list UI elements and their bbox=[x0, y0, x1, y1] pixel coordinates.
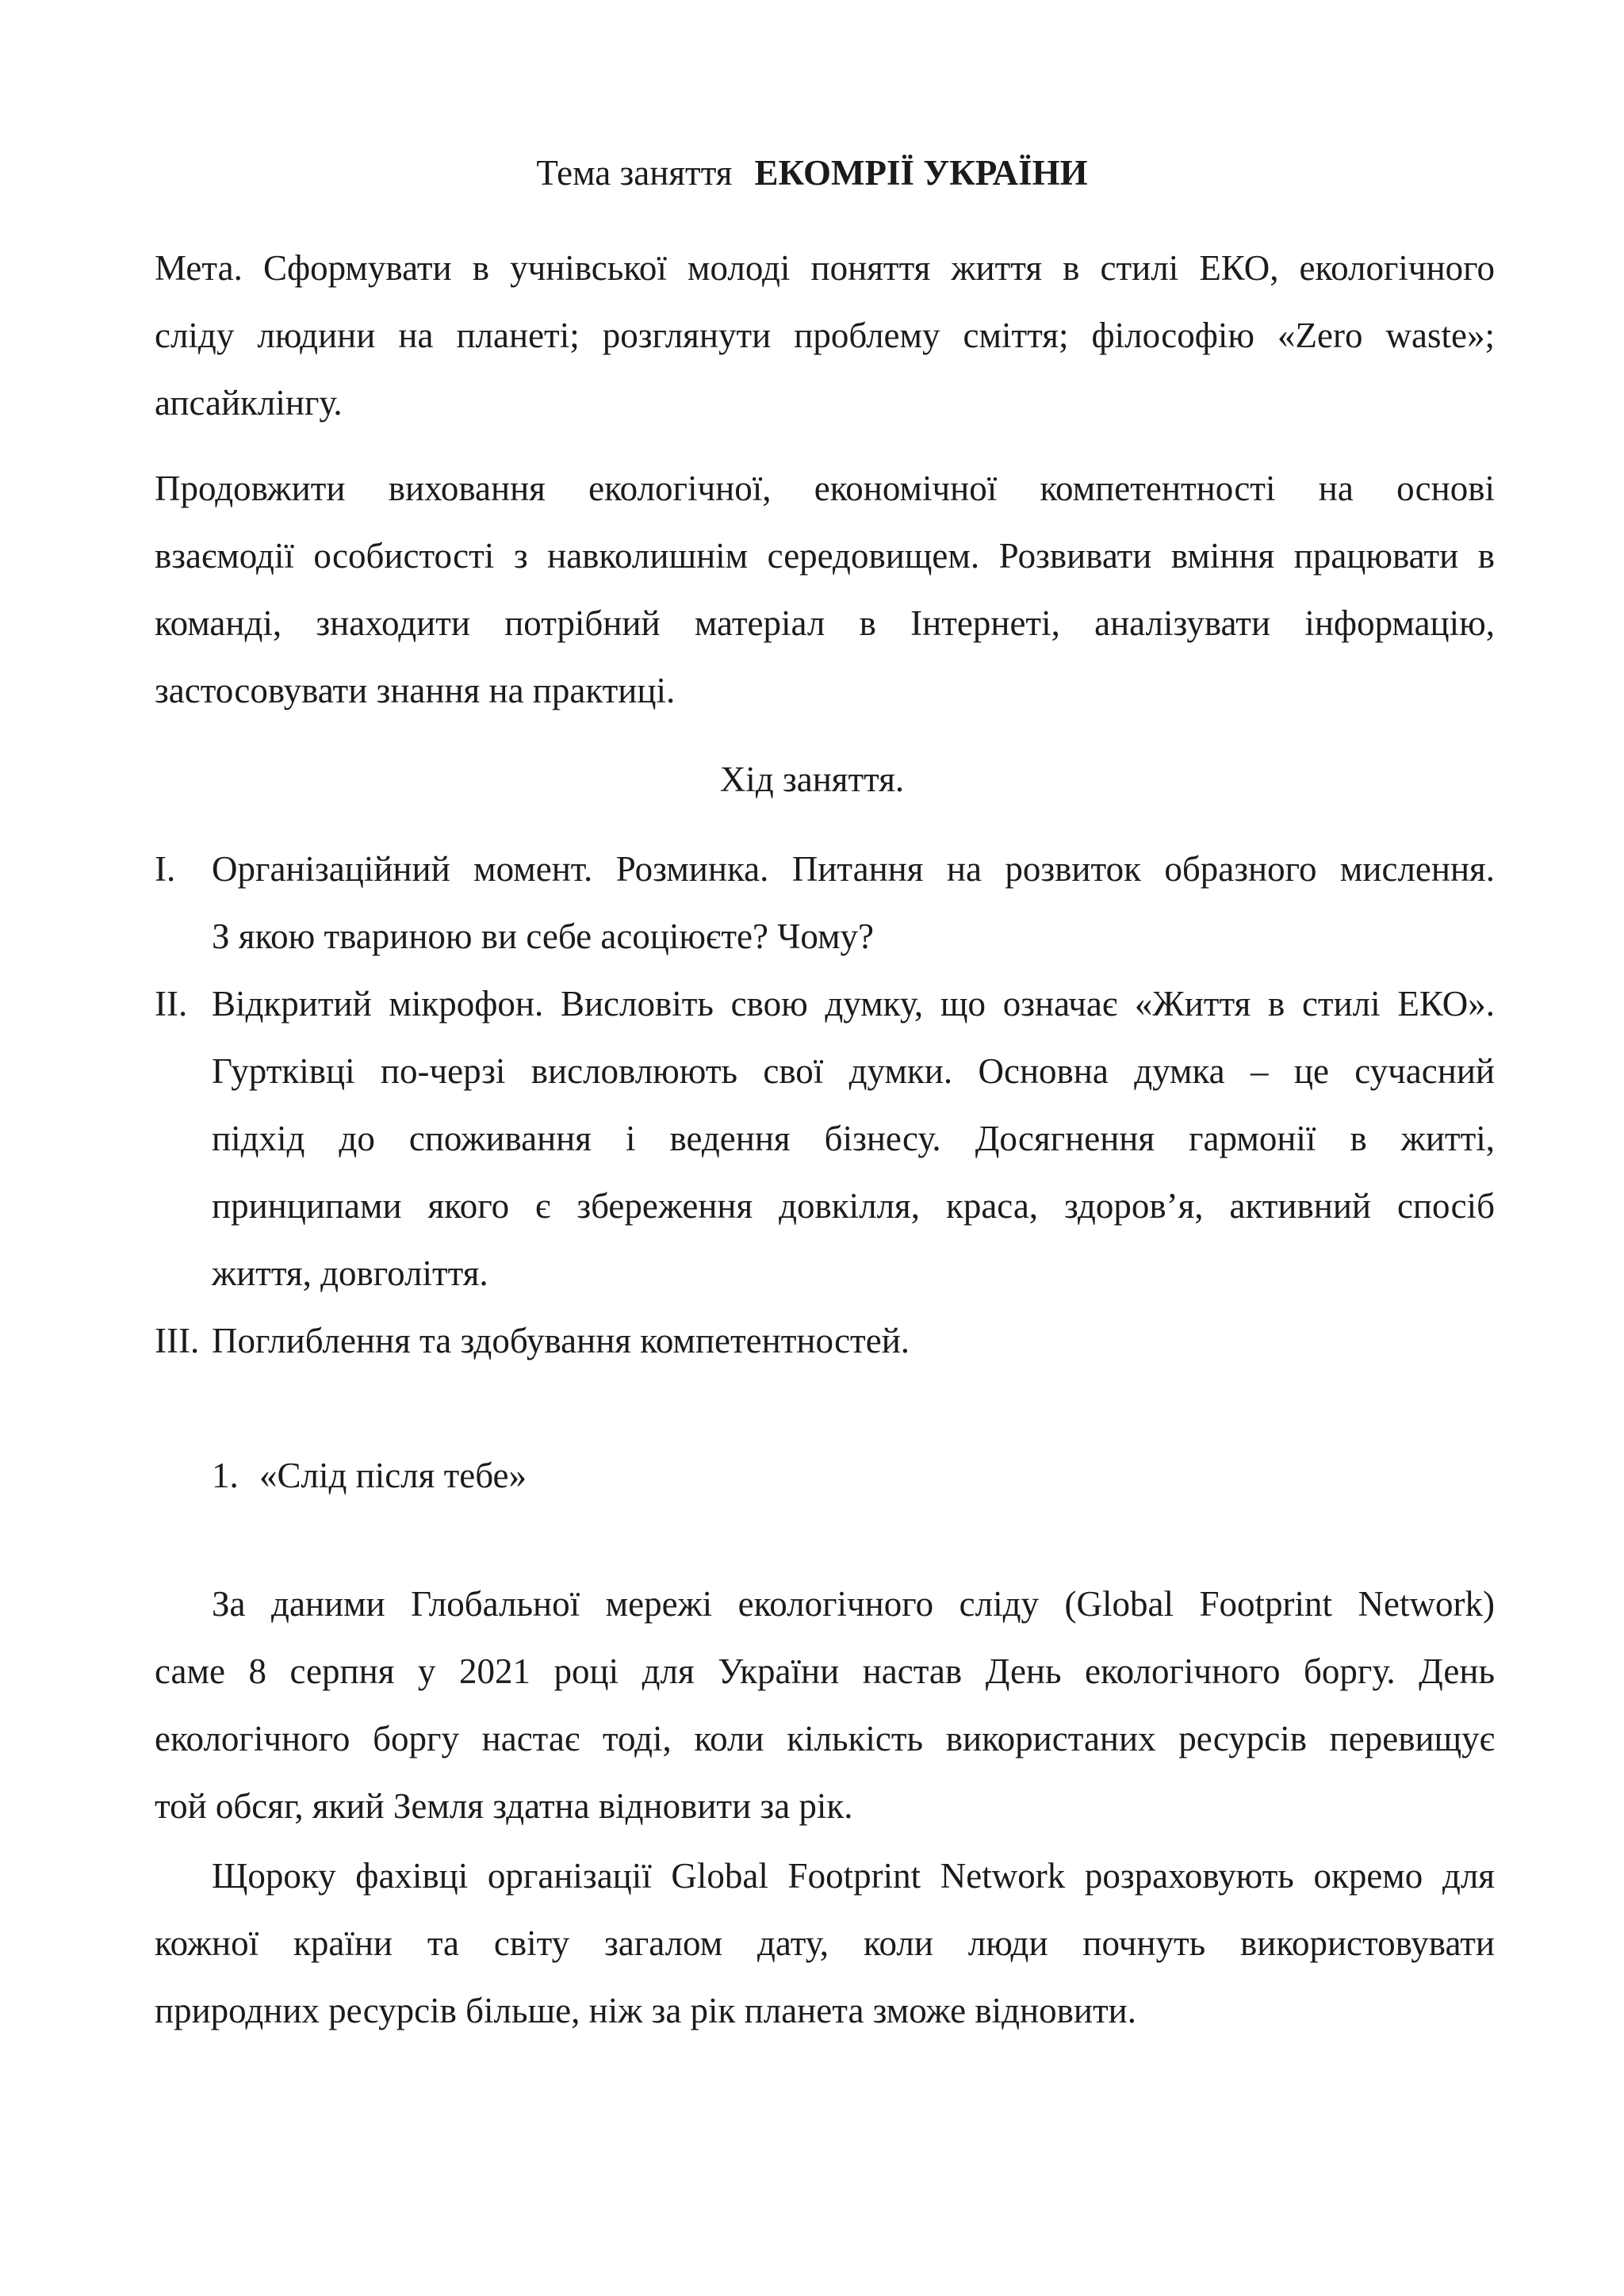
para2-line: природних ресурсів більше, ніж за рік планета зможе відновити. bbox=[155, 1991, 1136, 2030]
sub-item-number: 1. bbox=[212, 1456, 239, 1495]
stage-number: III. bbox=[155, 1321, 200, 1360]
para2-line: кожної країни та світу загалом дату, коли люди почнуть використовувати bbox=[155, 1923, 1495, 1963]
stage-line: Поглиблення та здобування компетентностей. bbox=[212, 1321, 910, 1360]
para1-line: саме 8 серпня у 2021 році для України настав День екологічного боргу. День bbox=[155, 1651, 1495, 1691]
lesson-title bbox=[0, 151, 1624, 195]
goal2-line: взаємодії особистості з навколишнім середовищем. Розвивати вміння працювати в bbox=[155, 536, 1495, 576]
goal-line: Мета. Сформувати в учнівської молоді поняття життя в стилі ЕКО, екологічного bbox=[155, 248, 1495, 288]
goal2-line: Продовжити виховання екологічної, економічної компетентності на основі bbox=[155, 469, 1495, 508]
para1-line: За даними Глобальної мережі екологічного сліду (Global Footprint Network) bbox=[212, 1584, 1495, 1624]
stage-line: підхід до споживання і ведення бізнесу. Досягнення гармонії в житті, bbox=[212, 1119, 1495, 1158]
title-main: ЕКОМРІЇ УКРАЇНИ bbox=[754, 153, 1088, 193]
course-heading: Хід заняття. bbox=[719, 760, 905, 799]
stage-line: Організаційний момент. Розминка. Питання на розвиток образного мислення. bbox=[212, 849, 1495, 889]
title-prefix: Тема заняття bbox=[536, 153, 733, 193]
sub-item-text: «Слід після тебе» bbox=[259, 1456, 527, 1495]
stage-line: принципами якого є збереження довкілля, краса, здоров’я, активний спосіб bbox=[212, 1186, 1495, 1226]
stage-number: II. bbox=[155, 984, 188, 1024]
para1-line: той обсяг, який Земля здатна відновити за рік. bbox=[155, 1786, 853, 1826]
para1-line: екологічного боргу настає тоді, коли кількість використаних ресурсів перевищує bbox=[155, 1719, 1495, 1758]
goal2-line: команді, знаходити потрібний матеріал в Інтернеті, аналізувати інформацію, bbox=[155, 603, 1495, 643]
goal2-line: застосовувати знання на практиці. bbox=[155, 671, 676, 710]
goal-line: сліду людини на планеті; розглянути проблему сміття; філософію «Zero waste»; bbox=[155, 316, 1495, 355]
para2-line: Щороку фахівці організації Global Footprint Network розраховують окремо для bbox=[212, 1856, 1495, 1896]
stage-line: Відкритий мікрофон. Висловіть свою думку, що означає «Життя в стилі ЕКО». bbox=[212, 984, 1495, 1024]
stage-line: Гуртківці по-черзі висловлюють свої думки. Основна думка – це сучасний bbox=[212, 1051, 1495, 1091]
goal-line: апсайклінгу. bbox=[155, 383, 343, 423]
stage-line: життя, довголіття. bbox=[212, 1253, 488, 1293]
stage-number: I. bbox=[155, 849, 176, 889]
stage-line: З якою твариною ви себе асоціюєте? Чому? bbox=[212, 916, 875, 956]
